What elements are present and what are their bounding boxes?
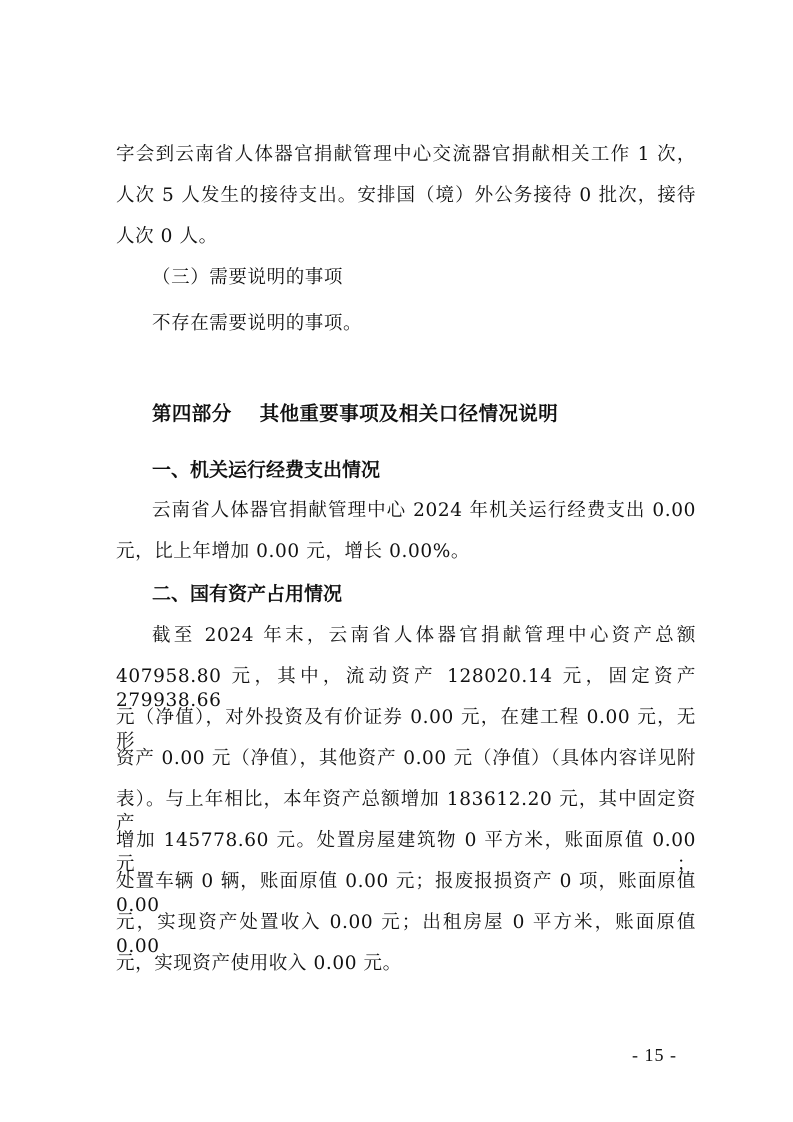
paragraph-line: 截至 2024 年末，云南省人体器官捐献管理中心资产总额 — [152, 625, 696, 646]
section-heading: 二、国有资产占用情况 — [152, 583, 343, 605]
paragraph-line: 资产 0.00 元（净值），其他资产 0.00 元（净值）（具体内容详见附 — [116, 748, 696, 769]
part-title: 其他重要事项及相关口径情况说明 — [259, 402, 559, 425]
subsection-title: （三）需要说明的事项 — [152, 267, 344, 288]
page-number: - 15 - — [632, 1045, 677, 1065]
part-heading — [152, 402, 558, 426]
paragraph-line: 表）。与上年相比，本年资产总额增加 183612.20 元，其中固定资产 — [116, 789, 696, 834]
paragraph-line: 人次 0 人。 — [116, 226, 218, 247]
part-label: 第四部分 — [152, 402, 232, 425]
paragraph-line: 407958.80 元，其中，流动资产 128020.14 元，固定资产 279938.66 — [116, 666, 696, 711]
paragraph-line: 不存在需要说明的事项。 — [152, 313, 363, 334]
paragraph-line: 云南省人体器官捐献管理中心 2024 年机关运行经费支出 0.00 — [152, 500, 696, 521]
paragraph-line: 元，实现资产处置收入 0.00 元；出租房屋 0 平方米，账面原值 0.00 — [116, 912, 696, 957]
paragraph-line: 元，比上年增加 0.00 元，增长 0.00%。 — [116, 541, 471, 562]
paragraph-line: 元（净值），对外投资及有价证券 0.00 元，在建工程 0.00 元，无形 — [116, 707, 696, 752]
paragraph-line: 元，实现资产使用收入 0.00 元。 — [116, 953, 402, 974]
paragraph-line: 字会到云南省人体器官捐献管理中心交流器官捐献相关工作 1 次， — [116, 144, 696, 165]
paragraph-line: 处置车辆 0 辆，账面原值 0.00 元；报废报损资产 0 项，账面原值 0.00 — [116, 871, 696, 916]
paragraph-line: 人次 5 人发生的接待支出。安排国（境）外公务接待 0 批次，接待 — [116, 185, 696, 206]
paragraph-line: 增加 145778.60 元。处置房屋建筑物 0 平方米，账面原值 0.00 元； — [116, 830, 696, 875]
section-heading: 一、机关运行经费支出情况 — [152, 459, 381, 481]
